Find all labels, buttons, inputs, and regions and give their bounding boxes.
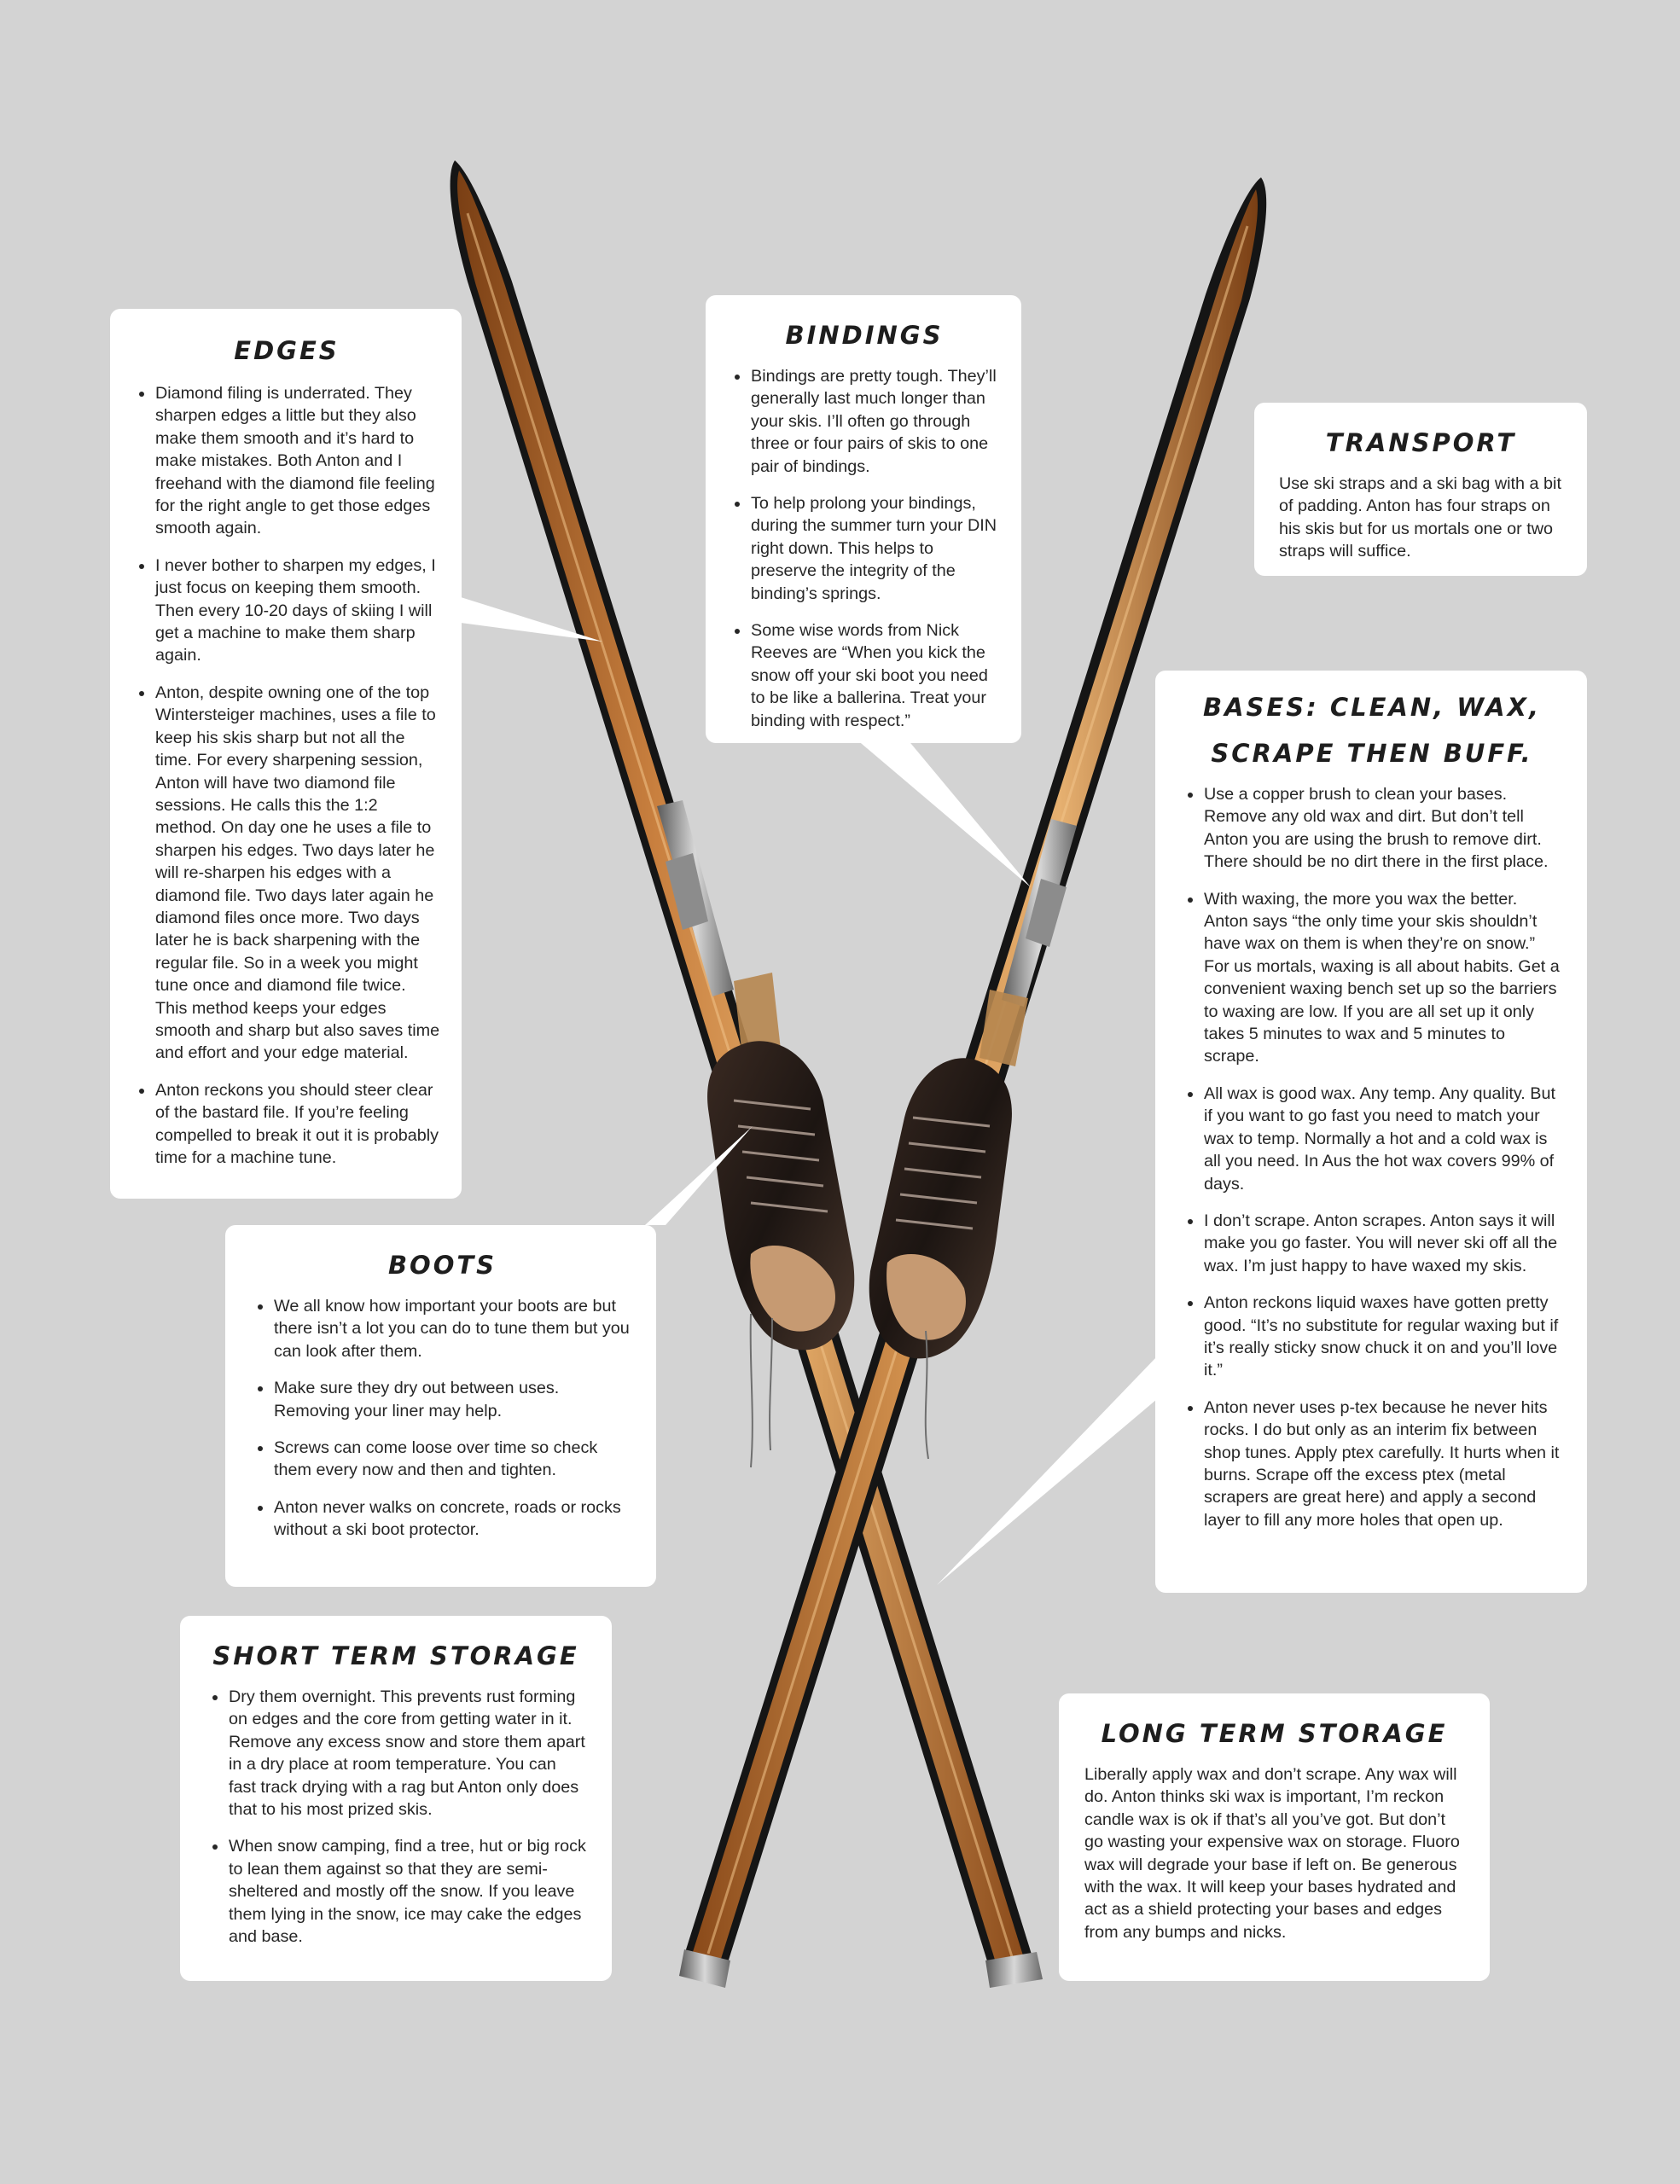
list-item: • We all know how important your boots are but there isn’t a lot you can do to tune them but you can look after them.: [273, 1295, 634, 1362]
list-item: • Dry them overnight. This prevents rust forming on edges and the core from getting water in it. Remove any excess snow and store them apart in a dry place at room temperature. You can fast track drying with a rag but Anton only does that to his most prized skis.: [228, 1686, 586, 1821]
list-item: • To help prolong your bindings, during the summer turn your DIN right down. This helps to preserve the integrity of the binding’s springs.: [750, 492, 1001, 605]
bindings-title: BINDINGS: [785, 321, 944, 350]
list-item: • Anton never walks on concrete, roads or rocks without a ski boot protector.: [273, 1496, 634, 1542]
short-term-storage-list: [206, 1686, 586, 1948]
bases-pointer: [937, 1356, 1157, 1585]
list-item: • Diamond filing is underrated. They sharpen edges a little but they also make them smooth and it’s hard to make mistakes. Both Anton and I freehand with the diamond file feeling for the right angle to get those edges smooth again.: [154, 382, 441, 540]
list-item: • Use a copper brush to clean your bases. Remove any old wax and dirt. But don’t tell Anton you are using the brush to remove dirt. There should be no dirt there in the first place.: [1203, 783, 1563, 874]
transport-title: TRANSPORT: [1325, 428, 1517, 457]
list-item: • Screws can come loose over time so check them every now and then and tighten.: [273, 1437, 634, 1482]
short-term-storage-card: [180, 1616, 612, 1981]
list-item: • With waxing, the more you wax the better. Anton says “the only time your skis shouldn’t have wax on them is when they’re on snow.” For us mortals, waxing is all about habits. Get a convenient waxing bench set up so the barriers to waxing are low. If you are all set up it only takes 5 minutes to wax and 5 minutes to scrape.: [1203, 888, 1563, 1068]
list-item: • Some wise words from Nick Reeves are “When you kick the snow off your ski boot you need to be like a ballerina. Treat your binding with respect.”: [750, 619, 1001, 732]
list-item: • I never bother to sharpen my edges, I just focus on keeping them smooth. Then every 10-20 days of skiing I will get a machine to make them sharp again.: [154, 555, 441, 667]
bindings-card: [706, 295, 1021, 743]
bases-card: [1155, 671, 1587, 1593]
boots-list: [251, 1295, 634, 1542]
list-item: • Anton never uses p-tex because he never hits rocks. I do but only as an interim fix between shop tunes. Apply ptex carefully. It hurts when it burns. Scrape off the excess ptex (metal scrapers are great here) and apply a second layer to fill any more holes that open up.: [1203, 1397, 1563, 1531]
list-item: • Anton reckons you should steer clear of the bastard file. If you’re feeling compelled to break it out it is probably time for a machine tune.: [154, 1079, 441, 1170]
transport-card: [1254, 403, 1587, 576]
edges-card: [110, 309, 462, 1199]
short-term-storage-title: SHORT TERM STORAGE: [212, 1641, 579, 1670]
long-term-storage-card: [1059, 1693, 1490, 1981]
long-term-storage-text: Liberally apply wax and don’t scrape. Any wax will do. Anton thinks ski wax is important, I’m reckon candle wax is ok if that’s all you’ve got. But don’t go wasting your expensive wax on storage. Fluoro wax will degrade your base if left on. Be generous with the wax. It will keep your bases hydrated and act as a shield protecting your bases and edges from any bumps and nicks.: [1084, 1765, 1460, 1942]
bindings-pointer: [850, 734, 1031, 887]
list-item: • Anton reckons liquid waxes have gotten pretty good. “It’s no substitute for regular waxing but if it’s really sticky snow chuck it on and you’ll love it.”: [1203, 1292, 1563, 1382]
list-item: • Bindings are pretty tough. They’ll generally last much longer than your skis. I’ll often go through three or four pairs of skis to one pair of bindings.: [750, 365, 1001, 478]
bases-title: BASES: CLEAN, WAX, SCRAPE THEN BUFF.: [1203, 693, 1541, 768]
edges-list: [132, 382, 441, 1169]
boots-card: [225, 1225, 656, 1587]
transport-text: Use ski straps and a ski bag with a bit of padding. Anton has four straps on his skis but for us mortals one or two straps will suffice.: [1279, 474, 1561, 561]
list-item: • I don’t scrape. Anton scrapes. Anton says it will make you go faster. You will never ski off all the wax. I’m just happy to have waxed my skis.: [1203, 1210, 1563, 1277]
list-item: • All wax is good wax. Any temp. Any quality. But if you want to go fast you need to match your wax to temp. Normally a hot and a cold wax is all you need. In Aus the hot wax covers 99% of days.: [1203, 1083, 1563, 1195]
list-item: • When snow camping, find a tree, hut or big rock to lean them against so that they are semi-sheltered and mostly off the snow. If you leave them lying in the snow, ice may cake the edges and base.: [228, 1835, 586, 1948]
boots-title: BOOTS: [387, 1251, 497, 1280]
bases-list: [1181, 783, 1563, 1531]
edges-title: EDGES: [234, 336, 340, 365]
long-term-storage-title: LONG TERM STORAGE: [1101, 1719, 1448, 1748]
list-item: • Make sure they dry out between uses. Removing your liner may help.: [273, 1377, 634, 1422]
bindings-list: [728, 365, 1001, 732]
list-item: • Anton, despite owning one of the top Wintersteiger machines, uses a file to keep his skis sharp but not all the time. For every sharpening session, Anton will have two diamond file sessions. He calls this the 1:2 method. On day one he uses a file to sharpen his edges. Two days later he will re-sharpen his edges with a diamond file. Two days later again he diamond files once more. Two days later he is back sharpening with the regular file. So in a week you might tune once and diamond file twice. This method keeps your edges smooth and sharp but also saves time and effort and your edge material.: [154, 682, 441, 1065]
